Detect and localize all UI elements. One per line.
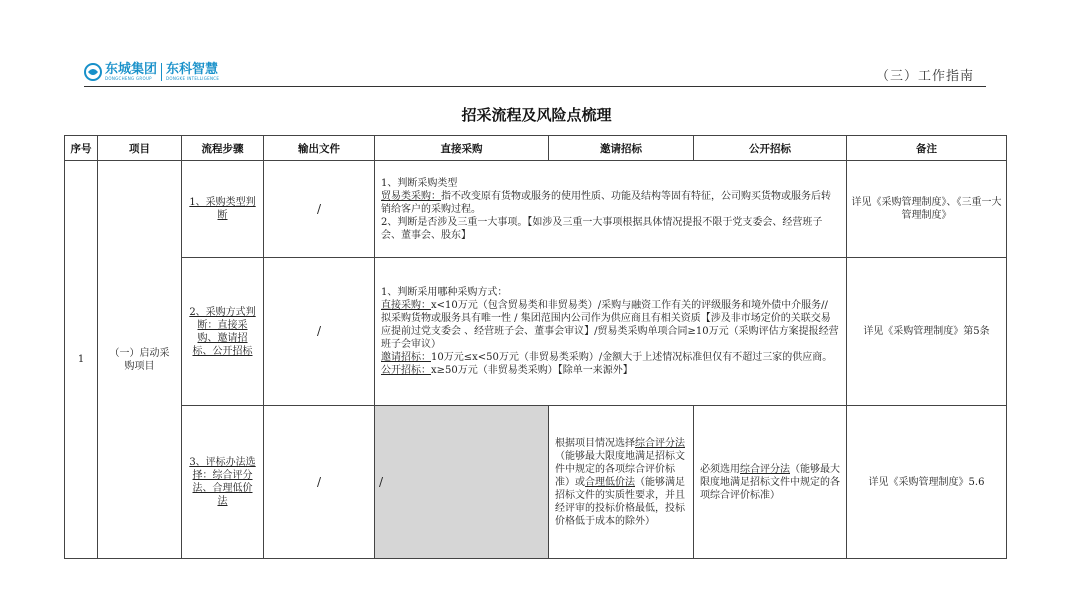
desc-2-line-1: 1、判断采用哪种采购方式：: [381, 287, 508, 298]
desc-1-line-1: 1、判断采购类型: [381, 177, 458, 189]
cell-invite-3: [549, 406, 694, 559]
invite-3-part-2: （能够最大限度地满足招标文件中规定的各项综合评价标准）或: [555, 450, 685, 488]
desc-2-invite: [381, 351, 840, 364]
table-row: [65, 406, 1007, 559]
document-title: 招采流程及风险点梳理: [461, 106, 612, 124]
cell-project: （一）启动采购项目: [98, 161, 182, 559]
cell-output-3: /: [264, 406, 375, 559]
desc-2-invite-term: 邀请招标：: [381, 352, 431, 363]
desc-2-open-term: 公开招标：: [381, 365, 431, 376]
logo-divider: [161, 63, 162, 81]
desc-2-direct-def: x<10万元（包含贸易类和非贸易类）/采购与融资工作有关的评级服务和境外债中介服务// 拟采购货物或服务具有唯一性 / 集团范围内公司作为供应商且有相关资质【涉及非市场定价的关联交易应提前过党支委会 、经营班子会、董事会审议】/贸易类采购单项合同≥10万元（采购评估方案提报经营班子会审议）: [381, 300, 839, 350]
invite-3-part-3: （能够满足招标文件的实质性要求，并且经评审的投标价格最低，投标价格低于成本的除外）: [555, 476, 685, 527]
step-1-text: 1、采购类型判断: [189, 197, 256, 221]
section-title: （三）工作指南: [875, 69, 974, 84]
cell-output-1: /: [264, 161, 375, 258]
header-output: 输出文件: [264, 136, 375, 161]
step-2-text: 2、采购方式判断：直接采购、邀请招标、公开招标: [189, 306, 256, 357]
cell-note-3: 详见《采购管理制度》5.6: [847, 406, 1007, 559]
desc-1-line-2: [381, 190, 840, 216]
table-row: [65, 161, 1007, 258]
open-3-part-2: （能够最大限度地满足招标文件中规定的各项综合评价标准）: [700, 463, 840, 501]
desc-2-open-def: x≥50万元（非贸易类采购）【除单一来源外】: [431, 365, 633, 376]
page-header: [84, 60, 986, 87]
desc-1-term: 贸易类采购：: [381, 190, 441, 202]
cell-step-3: [182, 406, 264, 559]
cell-open-3: [694, 406, 847, 559]
logo-text-main-2: 东科智慧: [166, 62, 219, 77]
logo-text-sub: DONGCHENG GROUP: [105, 76, 152, 81]
header-seq: 序号: [65, 136, 98, 161]
invite-3-part-1: 根据项目情况选择: [555, 437, 635, 449]
procurement-table: [64, 135, 1007, 559]
desc-1-line-3: 2、判断是否涉及三重一大事项。【如涉及三重一大事项根据具体情况提报不限于党支委会、经营班子会、董事会、股东】: [381, 216, 823, 241]
header-invite: 邀请招标: [549, 136, 694, 161]
desc-2-direct: [381, 299, 840, 351]
cell-seq: 1: [65, 161, 98, 559]
cell-desc-2: [375, 258, 847, 406]
open-3-term: 综合评分法: [740, 463, 790, 475]
open-3-part-1: 必须选用: [700, 463, 740, 475]
company-logo: [84, 62, 219, 82]
table-header-row: [65, 136, 1007, 161]
cell-step-1: [182, 161, 264, 258]
step-3-text: 3、评标办法选择：综合评分法、合理低价法: [189, 457, 256, 507]
logo-text-main: 东城集团: [105, 62, 158, 77]
header-project: 项目: [98, 136, 182, 161]
cell-direct-3: /: [375, 406, 549, 559]
invite-3-term-1: 综合评分法: [635, 437, 685, 449]
logo-text-sub-2: DONGKE INTELLIGENCE: [166, 76, 220, 81]
logo-mark-icon: [84, 63, 102, 81]
header-note: 备注: [847, 136, 1007, 161]
desc-1-def: 指不改变原有货物或服务的使用性质、功能及结构等固有特征，公司购买货物或服务后转销给客户的采购过程。: [381, 190, 831, 215]
cell-note-2: 详见《采购管理制度》第5条: [847, 258, 1007, 406]
header-open: 公开招标: [694, 136, 847, 161]
desc-2-direct-term: 直接采购：: [381, 300, 431, 311]
header-step: 流程步骤: [182, 136, 264, 161]
cell-step-2: [182, 258, 264, 406]
header-direct: 直接采购: [375, 136, 549, 161]
table-row: [65, 258, 1007, 406]
cell-output-2: /: [264, 258, 375, 406]
desc-2-open: [381, 364, 840, 377]
invite-3-term-2: 合理低价法: [585, 476, 635, 488]
cell-note-1: 详见《采购管理制度》、《三重一大管理制度》: [847, 161, 1007, 258]
cell-desc-1: [375, 161, 847, 258]
desc-2-invite-def: 10万元≤x<50万元（非贸易类采购）/金额大于上述情况标准但仅有不超过三家的供应商。: [431, 352, 833, 363]
